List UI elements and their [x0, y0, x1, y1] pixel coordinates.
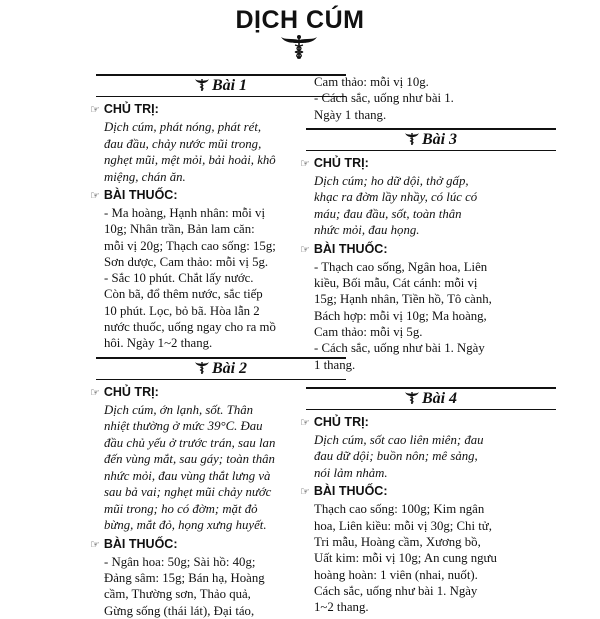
pointing-hand-icon: ☞ [300, 416, 310, 429]
caduceus-icon [405, 132, 419, 145]
chu-tri-text: Dịch cúm, sốt cao liên miên; đau đau dữ dội; buồn nôn; mê sảng, nói lảm nhảm. [314, 432, 484, 480]
bai-thuoc-text: - Thạch cao sống, Ngân hoa, Liên kiều, Bối mẫu, Cát cánh: mỗi vị 15g; Hạnh nhân, Tiền hồ, Tô cành, Bách hợp: mỗi vị 10g; Ma hoàng, Cam thảo: mỗi vị 5g. - Cách sắc, uống như bài 1. Ngày 1 thang. [314, 259, 492, 372]
chu-tri-text: Dịch cúm, ớn lạnh, sốt. Thân nhiệt thường ở mức 39°C. Đau đầu chủ yếu ở trước trán, sau lan đến vùng mắt, sau gáy; toàn thân nhức mỏi, đau vùng thắt lưng và sau bả vai; nghẹt mũi chảy nước mũi trong; ho có đờm; mặt đỏ bừng, mắt đỏ, họng xưng huyết. [104, 402, 276, 533]
section-label: Bài 1 [211, 77, 248, 94]
section-header-bai-3 [306, 128, 556, 151]
bai-thuoc-text: Thạch cao sống: 100g; Kim ngân hoa, Liên kiều: mỗi vị 30g; Chi tử, Tri mẫu, Hoàng cầm, Xương bồ, Uất kim: mỗi vị 10g; An cung ngưu hoàng hoàn: 1 viên (nhai, nuốt). Cách sắc, uống như bài 1. Ngày 1~2 thang. [314, 502, 497, 615]
chu-tri-text: Dịch cúm; ho dữ dội, thở gấp, khạc ra đờm lầy nhầy, có lúc có máu; đau đầu, sốt, toàn thân nhức mỏi, đau họng. [314, 173, 478, 238]
bai-thuoc-heading: ☞ BÀI THUỐC: [300, 484, 388, 499]
caduceus-icon [195, 78, 209, 91]
pointing-hand-icon: ☞ [90, 190, 100, 202]
chu-tri-heading: ☞ CHỦ TRỊ: [300, 414, 369, 429]
bai-thuoc-text: - Ma hoàng, Hạnh nhân: mỗi vị 10g; Nhân trần, Bản lam căn: mỗi vị 20g; Thạch cao sống: 15g; Sơn dược, Cam thảo: mỗi vị 5g. - Sắc 10 phút. Chắt lấy nước. Còn bã, đổ thêm nước, sắc tiếp 10 phút. Lọc, bỏ bã. Hòa lẫn 2 nước thuốc, uống ngay cho ra mồ hôi. Ngày 1~2 thang. [104, 206, 276, 351]
chu-tri-heading: ☞ CHỦ TRỊ: [300, 155, 369, 170]
pointing-hand-icon: ☞ [300, 157, 310, 170]
pointing-hand-icon: ☞ [90, 538, 100, 551]
caduceus-icon [405, 391, 419, 404]
caduceus-icon [195, 361, 209, 374]
pointing-hand-icon: ☞ [300, 486, 310, 499]
pointing-hand-icon: ☞ [90, 104, 100, 116]
pointing-hand-icon: ☞ [300, 243, 310, 256]
section-label: Bài 3 [421, 130, 458, 148]
page-title: DỊCH CÚM [235, 6, 365, 34]
bai-thuoc-heading: ☞ BÀI THUỐC: [90, 188, 178, 202]
chu-tri-heading: ☞ CHỦ TRỊ: [90, 384, 159, 399]
bai-thuoc-heading: ☞ BÀI THUỐC: [90, 536, 178, 551]
section-label: Bài 4 [421, 389, 458, 407]
chu-tri-text: Dịch cúm, phát nóng, phát rét, đau đầu, chảy nước mũi trong, nghẹt mũi, mệt mỏi, bải hoải, khô miệng, chán ăn. [104, 120, 276, 184]
pointing-hand-icon: ☞ [90, 386, 100, 399]
bai-2-continued-text: Cam thảo: mỗi vị 10g. - Cách sắc, uống như bài 1. Ngày 1 thang. [314, 75, 454, 122]
section-header-bai-4 [306, 387, 556, 410]
bai-thuoc-text: - Ngân hoa: 50g; Sài hồ: 40g; Đảng sâm: 15g; Bán hạ, Hoàng cầm, Thường sơn, Thảo quả, Gừng sống (thái lát), Đại táo, [104, 554, 265, 618]
chu-tri-heading: ☞ CHỦ TRỊ: [90, 102, 159, 116]
section-label: Bài 2 [211, 359, 248, 377]
right-column [300, 74, 556, 616]
caduceus-ornament-icon [279, 34, 319, 60]
bai-thuoc-heading: ☞ BÀI THUỐC: [300, 241, 388, 256]
